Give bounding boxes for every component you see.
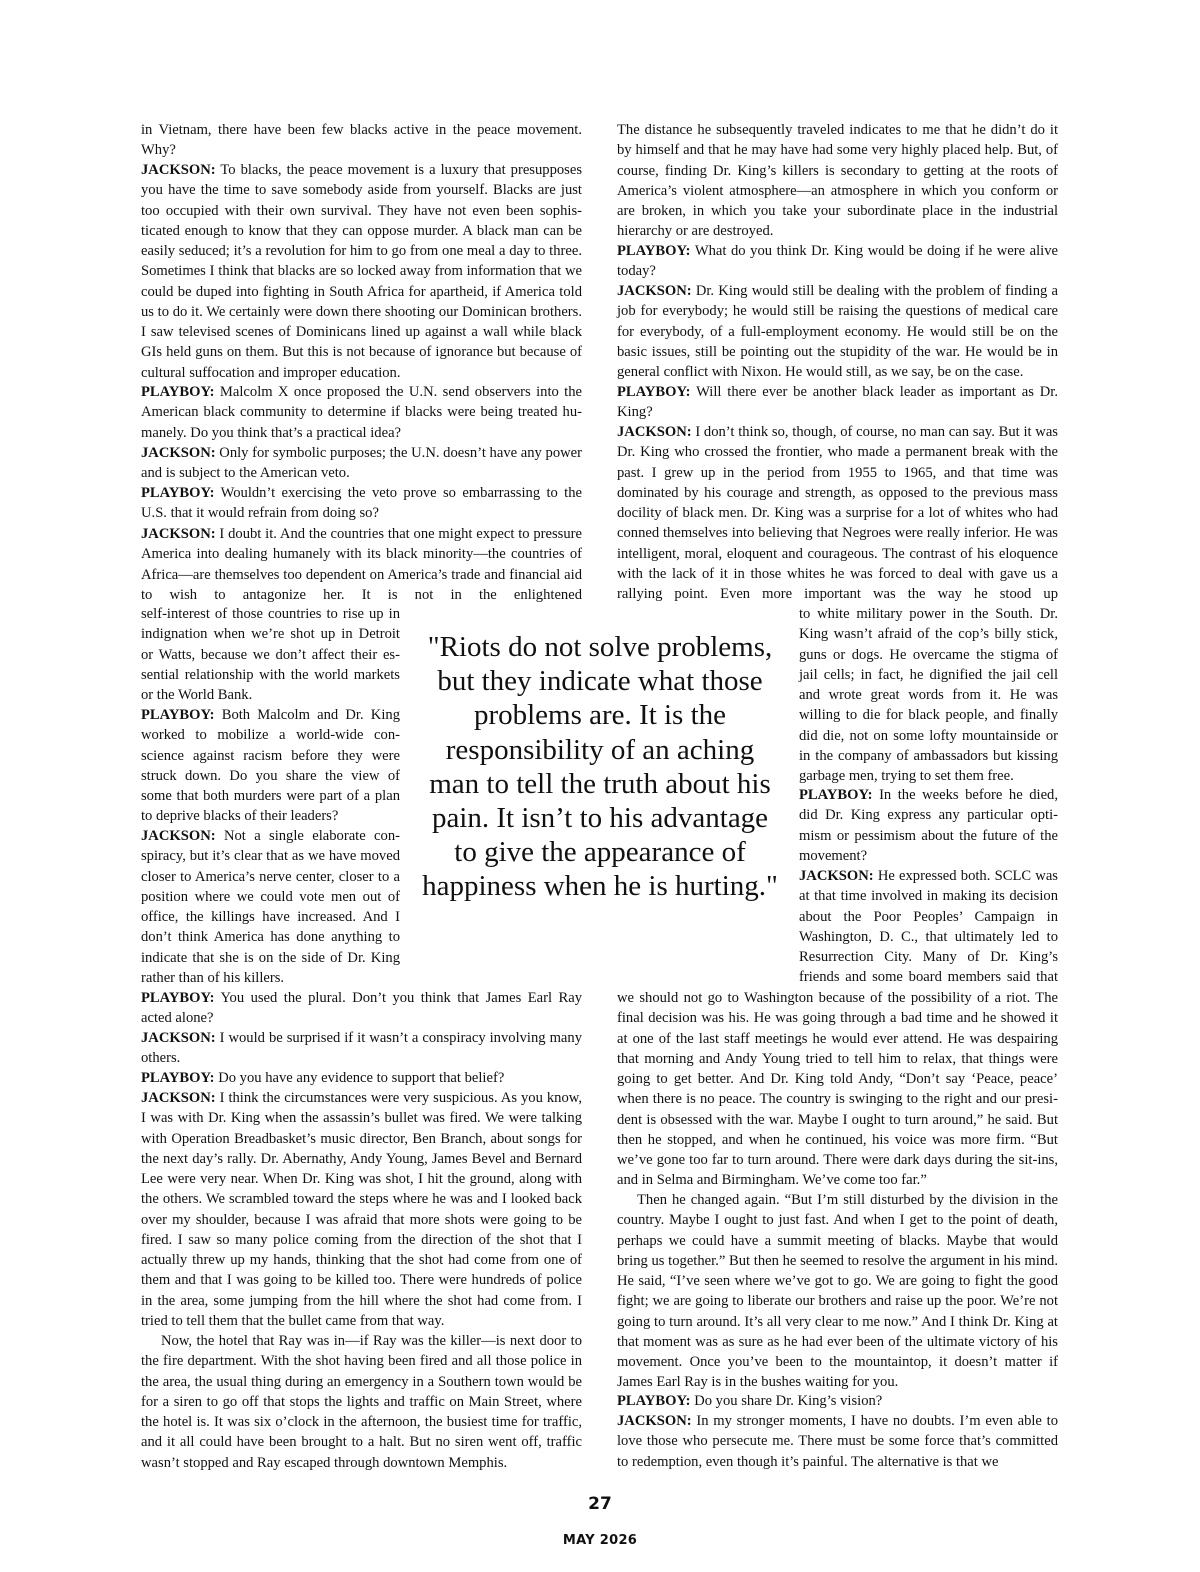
speaker-label: PLAYBOY:: [141, 384, 215, 400]
speaker-label: PLAYBOY:: [617, 384, 691, 400]
interview-question: PLAYBOY: Both Malcolm and Dr. King worked to mobilize a world-wide conscience against racism before they were struck down. Do you share the view of some that both murders were part of a plan to deprive blacks of their leaders?: [141, 707, 400, 825]
speaker-label: JACKSON:: [617, 1413, 692, 1429]
interview-answer-continued: self-interest of those countries to rise up in indignation when we’re shot up in Detroit or Watts, because we don’t affect their essential relationship with the world markets or the World Bank.: [141, 606, 400, 703]
interview-answer: JACKSON: Only for symbolic purposes; the U.N. doesn’t have any power and is subject to the American veto.: [141, 445, 582, 482]
interview-question: PLAYBOY: Wouldn’t exercising the veto prove so embarrassing to the U.S. that it would refrain from doing so?: [141, 485, 582, 522]
interview-question: PLAYBOY: Do you share Dr. King’s vision?: [617, 1393, 883, 1409]
pull-quote: "Riots do not solve problems, but they indicate what those problems are. It is the responsibility of an aching man to tell the truth about his pain. It isn’t to his advantage to give the appearance of happiness when he is hurting.": [422, 631, 778, 903]
speaker-label: PLAYBOY:: [141, 707, 215, 723]
interview-answer: JACKSON: I doubt it. And the countries that one might expect to pressure America into dealing humanely with its black minority—the countries of Africa—are themselves too dependent on America’s trade and financial aid to wish to antagonize her. It is not in the enlightened: [141, 526, 582, 603]
interview-answer-continued: The distance he subsequently traveled indicates to me that he didn’t do it by himself and that he may have had some very highly placed help. But, of course, finding Dr. King’s killers is secondary to getting at the roots of America’s violent atmosphere—an atmosphere in which you conform or are broken, in which you take your subordinate place in the industrial hierarchy or are destroyed.: [617, 122, 1058, 240]
interview-question: PLAYBOY: Malcolm X once proposed the U.N. send observers into the American black community to determine if blacks were being treated humanely. Do you think that’s a practical idea?: [141, 384, 582, 441]
interview-answer-continued: we should not go to Washington because of the possibility of a riot. The final decision was his. He was going through a bad time and he showed it at one of the last staff meetings he would ever attend. He was despairing that morning and Andy Young tried to tell him to relax, that things were going to get better. And Dr. King told Andy, “Don’t say ‘Peace, peace’ when there is no peace. The country is swinging to the right and our president is obsessed with the war. Maybe I ought to turn around,” he said. But then he stopped, and when he continued, his voice was more firm. “But we’ve gone too far to turn around. There were dark days during the sit-ins, and in Selma and Birmingham. We’ve come too far.”: [617, 990, 1058, 1189]
interview-answer: JACKSON: To blacks, the peace movement is a luxury that presupposes you have the time to save somebody aside from yourself. Blacks are just too occupied with their own survival. They have not even been sophisticated enough to know that they can oppose murder. A black man can be easily seduced; it’s a revolution for him to go from one meal a day to three. Sometimes I think that blacks are so locked away from information that we could be duped into fighting in South Africa for apartheid, if America told us to do it. We certainly were down there shooting our Dominican brothers. I saw televised scenes of Dominicans lined up against a wall while black GIs held guns on them. But this is not because of ignorance but because of cultural suffocation and improper education.: [141, 162, 582, 381]
speaker-label: JACKSON:: [141, 445, 216, 461]
interview-paragraph: in Vietnam, there have been few blacks active in the peace movement. Why?: [141, 122, 582, 159]
interview-answer: JACKSON: I think the circumstances were very suspicious. As you know, I was with Dr. King when the assassin’s bullet was fired. We were talking with Operation Breadbasket’s music director, Ben Branch, about songs for the next day’s rally. Dr. Abernathy, Andy Young, James Bevel and Bernard Lee were very near. When Dr. King was shot, I hit the ground, along with the others. We scrambled toward the steps where he was and I looked back over my shoulder, because I was afraid that more shots were going to be fired. I saw so many police coming from the direction of the shot that I actually threw up my hands, thinking that the shot had come from one of them and that I was going to be killed too. There were hundreds of police in the area, some jumping from the hill where the shot had come from. I tried to tell them that the bullet came from that way.: [141, 1090, 582, 1329]
interview-answer-continued: Now, the hotel that Ray was in—if Ray was the killer—is next door to the fire department. With the shot having been fired and all those police in the area, the usual thing during an emergency in a Southern town would be for a siren to go off that stops the lights and traffic on Main Street, where the hotel is. It was six o’clock in the afternoon, the busiest time for traffic, and it all could have been brought to a halt. But no siren went off, traffic wasn’t stopped and Ray escaped through downtown Memphis.: [141, 1333, 582, 1471]
speaker-label: JACKSON:: [799, 868, 874, 884]
interview-question: PLAYBOY: What do you think Dr. King would be doing if he were alive today?: [617, 243, 1059, 280]
interview-answer: JACKSON: Not a single elaborate conspiracy, but it’s clear that as we have moved closer to America’s nerve center, closer to a position where we could vote men out of office, the killings have increased. And I don’t think America has done anything to indicate that she is on the side of Dr. King rather than of his killers.: [141, 828, 400, 986]
issue-date: MAY 2026: [562, 1533, 638, 1548]
speaker-label: JACKSON:: [141, 162, 216, 178]
interview-answer: JACKSON: Dr. King would still be dealing with the problem of finding a job for everybody; he would still be raising the questions of medical care for everybody, of a full-employment economy. He would still be on the basic issues, still be pointing out the stupidity of the war. He would be in general conflict with Nixon. He would still, as we say, be on the case.: [617, 283, 1059, 380]
interview-question: PLAYBOY: You used the plural. Don’t you think that James Earl Ray acted alone?: [141, 990, 582, 1027]
speaker-label: PLAYBOY:: [141, 485, 215, 501]
speaker-label: JACKSON:: [617, 424, 692, 440]
speaker-label: JACKSON:: [141, 1090, 216, 1106]
speaker-label: JACKSON:: [617, 283, 692, 299]
speaker-label: JACKSON:: [141, 1030, 216, 1046]
speaker-label: PLAYBOY:: [799, 787, 873, 803]
interview-answer: JACKSON: I don’t think so, though, of course, no man can say. But it was Dr. King who crossed the frontier, who made a permanent break with the past. I grew up in the period from 1955 to 1965, and that time was dominated by his courage and strength, as opposed to the previous mass docility of black men. Dr. King was a surprise for a lot of whites who had conned themselves into believing that Negroes were really inferior. He was intelligent, moral, eloquent and courageous. The contrast of his eloquence with the lack of it in those whites he was forced to deal with gave us a rallying point. Even more important was the way he stood up: [617, 424, 1058, 602]
speaker-label: PLAYBOY:: [617, 243, 691, 259]
page-number: 27: [588, 1494, 612, 1514]
interview-answer: JACKSON: In my stronger moments, I have no doubts. I’m even able to love those who persecute me. There must be some force that’s committed to redemption, even though it’s painful. The alternative is that we: [617, 1413, 1058, 1470]
interview-answer: JACKSON: He expressed both. SCLC was at that time involved in making its decision about the Poor Peoples’ Campaign in Washington, D. C., that ultimately led to Resurrection City. Many of Dr. King’s friends and some board members said that: [799, 868, 1058, 986]
interview-question: PLAYBOY: Will there ever be another black leader as important as Dr. King?: [617, 384, 1058, 421]
interview-answer-continued: Then he changed again. “But I’m still disturbed by the division in the country. Maybe I ought to just fast. And when I get to the point of death, perhaps we could have a summit meeting of blacks. Maybe that would bring us together.” But then he seemed to resolve the argument in his mind. He said, “I’ve seen where we’ve got to go. We are going to fight the good fight; we are going to liberate our brothers and raise up the poor. We’re not going to turn around. It’s all very clear to me now.” And I think Dr. King at that moment was as sure as he had ever been of the ultimate victory of his movement. Once you’ve been to the mountaintop, it doesn’t matter if James Earl Ray is in the bushes waiting for you.: [617, 1192, 1058, 1391]
interview-answer-continued: to white military power in the South. Dr. King wasn’t afraid of the cop’s billy stick, guns or dogs. He overcame the stigma of jail cells; in fact, he dignified the jail cell and wrote great words from it. He was willing to die for black people, and finally did die, not on some lofty mountainside or in the company of ambassadors but kissing garbage men, trying to set them free.: [799, 606, 1058, 784]
interview-question: PLAYBOY: Do you have any evidence to support that belief?: [141, 1070, 505, 1086]
speaker-label: PLAYBOY:: [141, 990, 215, 1006]
speaker-label: JACKSON:: [141, 828, 216, 844]
interview-answer: JACKSON: I would be surprised if it wasn’t a conspiracy involving many others.: [141, 1030, 582, 1067]
speaker-label: PLAYBOY:: [617, 1393, 691, 1409]
speaker-label: PLAYBOY:: [141, 1070, 215, 1086]
interview-question: PLAYBOY: In the weeks before he died, did Dr. King express any particular optimism or pessimism about the future of the movement?: [799, 787, 1058, 864]
speaker-label: JACKSON:: [141, 526, 216, 542]
